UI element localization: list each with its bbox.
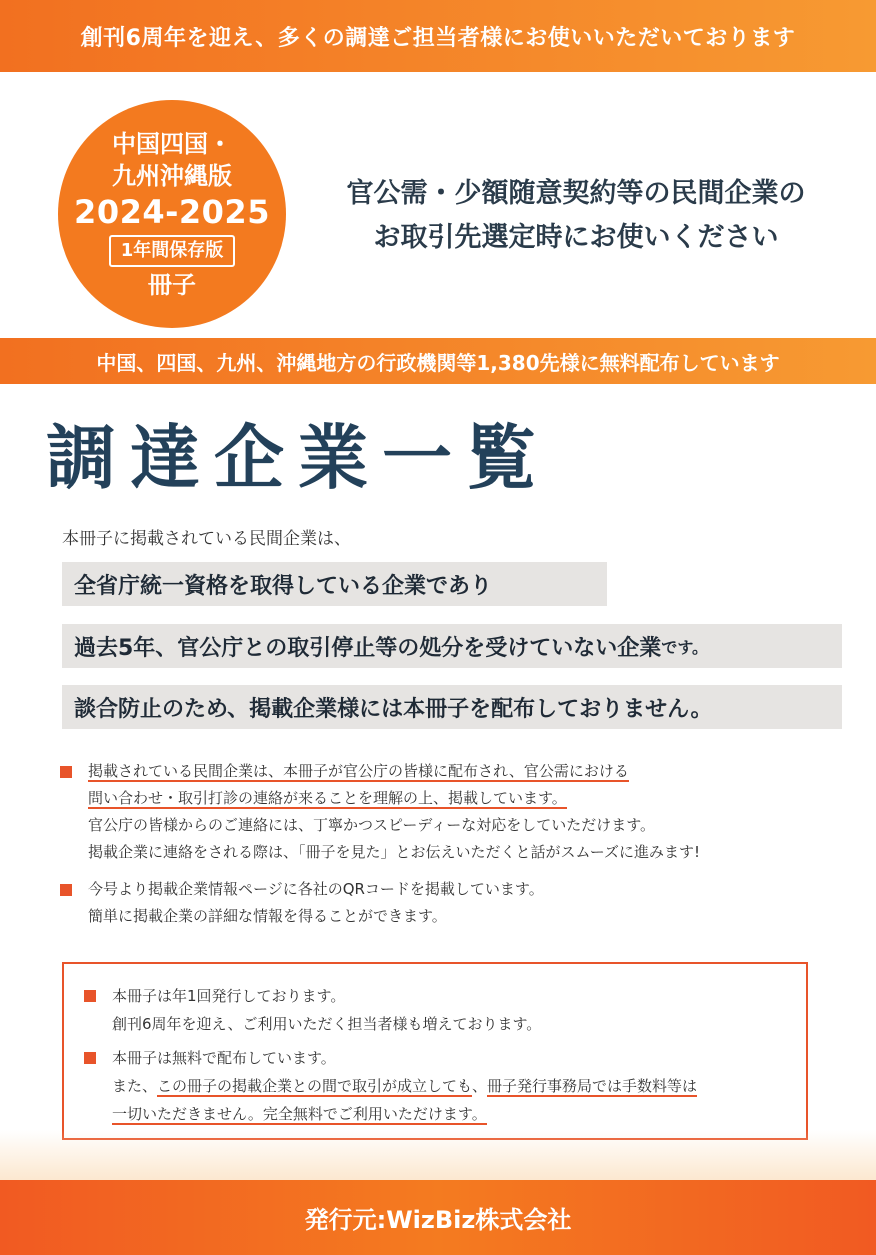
headline — [306, 172, 846, 260]
notice-free-line3: 一切いただきません。完全無料でご利用いただけます。 — [112, 1105, 487, 1123]
highlight-qualification-text: 全省庁統一資格を取得している企業であり — [74, 573, 493, 599]
intro-text: 本冊子に掲載されている民間企業は、 — [62, 529, 351, 549]
page-title: 調達企業一覧 — [46, 416, 550, 499]
badge-format: 冊子 — [148, 271, 196, 299]
notice-free-line2-ul2: 冊子発行事務局では手数料等は — [487, 1077, 698, 1095]
bullet-listing-line4: 掲載企業に連絡をされる際は、「冊子を見た」とお伝えいただくと話がスムーズに進みます! — [88, 843, 701, 861]
notice-free-line2-ul1: この冊子の掲載企業との間で取引が成立しても — [157, 1077, 473, 1095]
bullet-square-icon — [60, 766, 72, 778]
badge-region-line2: 九州沖縄版 — [112, 162, 232, 190]
highlight-no-sanction-text: 過去5年、官公庁との取引停止等の処分を受けていない企業 — [74, 635, 662, 661]
distribution-banner: 中国、四国、九州、沖縄地方の行政機関等1,380先様に無料配布しています — [0, 338, 876, 384]
notice-free — [84, 1044, 784, 1128]
notice-free-line2-mid: 、 — [472, 1077, 488, 1095]
bullet-square-icon — [84, 1052, 96, 1064]
bullet-listing-line1: 掲載されている民間企業は、本冊子が官公庁の皆様に配布され、官公需における — [88, 762, 629, 780]
bullet-qr-line1: 今号より掲載企業情報ページに各社のQRコードを掲載しています。 — [88, 880, 544, 898]
notice-annual-line2: 創刊6周年を迎え、ご利用いただく担当者様も増えております。 — [112, 1015, 542, 1033]
bullet-qr-line2: 簡単に掲載企業の詳細な情報を得ることができます。 — [88, 907, 447, 925]
notice-free-line2-pre: また、 — [112, 1077, 158, 1095]
bullet-listing — [60, 758, 850, 866]
info-bullets — [60, 758, 850, 930]
badge-year: 2024-2025 — [74, 193, 270, 231]
bullet-square-icon — [60, 884, 72, 896]
headline-line1: 官公需・少額随意契約等の民間企業の — [346, 178, 806, 209]
edition-badge — [58, 100, 286, 328]
headline-line2: お取引先選定時にお使いください — [373, 222, 779, 253]
publisher-banner: 発行元:WizBiz株式会社 — [0, 1180, 876, 1255]
highlight-anti-collusion-text: 談合防止のため、掲載企業様には本冊子を配布しておりません。 — [74, 696, 713, 722]
notice-free-line1: 本冊子は無料で配布しています。 — [112, 1049, 336, 1067]
highlight-no-sanction — [62, 624, 842, 668]
top-banner: 創刊6周年を迎え、多くの調達ご担当者様にお使いいただいております — [0, 0, 876, 72]
notice-annual-line1: 本冊子は年1回発行しております。 — [112, 987, 346, 1005]
badge-region-line1: 中国四国・ — [112, 130, 232, 158]
highlight-no-sanction-tail: です。 — [661, 637, 709, 657]
bullet-listing-line3: 官公庁の皆様からのご連絡には、丁寧かつスピーディーな対応をしていただけます。 — [88, 816, 656, 834]
bullet-listing-line2: 問い合わせ・取引打診の連絡が来ることを理解の上、掲載しています。 — [88, 789, 567, 807]
highlight-qualification — [62, 562, 607, 606]
notice-box — [62, 962, 808, 1140]
bullet-qr — [60, 876, 850, 930]
bullet-square-icon — [84, 990, 96, 1002]
highlight-anti-collusion — [62, 685, 842, 729]
badge-keep-label: 1年間保存版 — [109, 235, 236, 267]
notice-annual — [84, 982, 784, 1038]
